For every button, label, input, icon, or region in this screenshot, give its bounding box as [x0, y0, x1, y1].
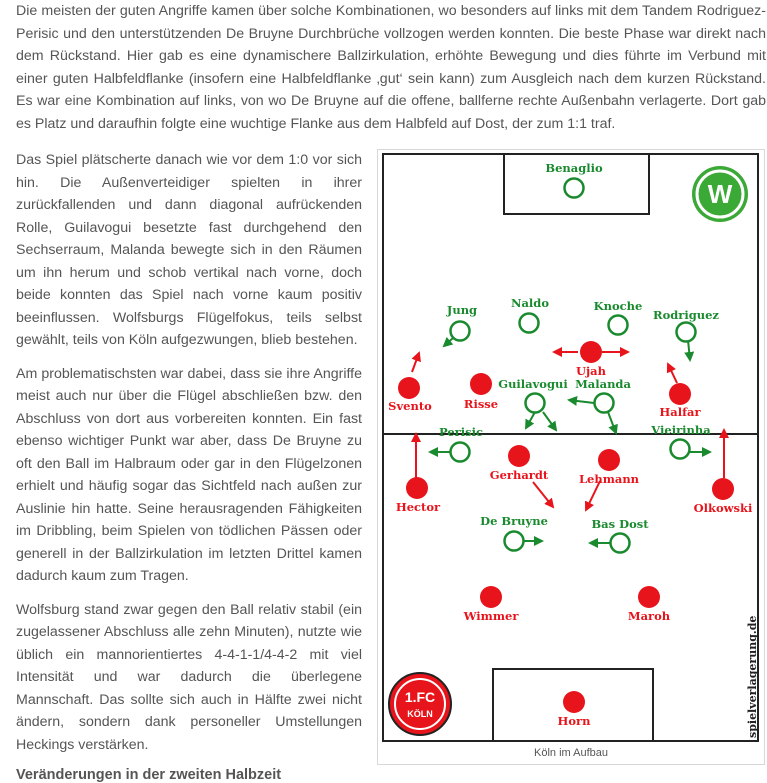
arrow-halfar: [668, 364, 677, 383]
player-hector: [396, 477, 441, 514]
paragraph-2: Am problematischsten war dabei, dass sie ihre Angriffe meist auch nur über die Flügel abschließen bzw. den Abschluss von dort aus vorbereiten konnten. Ein fast ebenso wichtiger Punkt war aber, dass De Bruyne zu oft den Ball im Halbraum oder gar in den Flügelzonen erhielt und häufig sogar das Sichtfeld nach außen zur Auslinie hin hatte. Seine herausragenden Fähigkeiten im Dribbling, beim Spielen von tödlichen Pässen oder generell in der Ballzirkulation im letzten Drittel kamen dadurch kaum zum Tragen.: [16, 365, 362, 584]
tactics-figure: [377, 149, 765, 765]
svg-text:Maroh: Maroh: [627, 609, 671, 623]
svg-text:Benaglio: Benaglio: [545, 161, 603, 175]
svg-text:Rodriguez: Rodriguez: [653, 308, 719, 322]
player-naldo: [511, 296, 549, 333]
arrow-guilavogui-1: [526, 412, 535, 428]
paragraph-1: Das Spiel plätscherte danach wie vor dem 1:0 vor sich hin. Die Außenverteidiger spielten in ihrer zurückfallenden und dann diagonal aufrückenden Rolle, Guilavogui besetzte fast durchgehend den Sechserraum, Malanda bewegte sich in den Räumen um ihn herum und schob vertikal nach vorne, doch beide konnten das Spiel nach vorne kaum positiv beeinflussen. Wolfsburgs Flügelfokus, teils selbst gewählt, teils von Köln aufgezwungen, blieb bestehen.: [16, 152, 362, 348]
figure-caption: Köln im Aufbau: [534, 747, 608, 759]
arrow-gerhardt: [533, 482, 553, 507]
arrow-malanda-2: [608, 412, 616, 433]
player-horn: [558, 691, 592, 728]
svg-text:Naldo: Naldo: [510, 296, 550, 310]
player-bas-dost: [591, 517, 649, 553]
player-rodriguez: [653, 308, 719, 342]
pitch-lines: [383, 154, 758, 741]
intro-paragraph: Die meisten der guten Angriffe kamen über solche Kombinationen, wo besonders auf links mit dem Tandem Rodriguez-Perisic und den unterstützenden De Bruyne Durchbrüche vollzogen werden konnten. Die beste Phase war direkt nach dem Rückstand. Hier gab es eine dynamischere Ballzirkulation, erhöhte Bewegung und dies führte im Verbund mit einer guten Halbfeldflanke (insofern eine Halbfeldflanke ‚gut‘ sein kann) zum Ausgleich nach dem kurzen Rückstand. Es war eine Kombination auf links, von wo De Bruyne auf die offene, ballferne rechte Außenbahn verlagerte. Dort gab es Platz und daraufhin folgte eine wuchtige Flanke aus dem Halbfeld auf Dost, der zum 1:1 traf.: [16, 3, 766, 132]
player-ujah: [576, 341, 607, 378]
arrow-rodriguez: [688, 340, 690, 360]
player-knoche: [594, 299, 643, 335]
koeln-logo: [389, 673, 451, 735]
svg-text:Svento: Svento: [388, 399, 432, 413]
svg-text:Wimmer: Wimmer: [463, 609, 519, 623]
player-malanda: [575, 377, 631, 413]
player-vieirinha: [650, 423, 711, 459]
wolfsburg-players: [439, 161, 719, 553]
svg-text:Knoche: Knoche: [593, 299, 643, 313]
svg-text:Hector: Hector: [395, 500, 441, 514]
svg-text:Halfar: Halfar: [659, 405, 701, 419]
svg-text:Vieirinha: Vieirinha: [651, 423, 711, 437]
koeln-logo-text-top: 1.FC: [404, 689, 436, 705]
svg-text:Ujah: Ujah: [575, 364, 607, 378]
arrow-svento: [412, 353, 419, 372]
player-guilavogui: [498, 377, 568, 413]
svg-text:Lehmann: Lehmann: [578, 472, 640, 486]
player-perisic: [439, 425, 483, 462]
article-column: [16, 149, 362, 783]
arrow-guilavogui-2: [543, 412, 556, 430]
svg-text:Horn: Horn: [557, 714, 591, 728]
player-gerhardt: [490, 445, 549, 482]
player-olkowski: [694, 478, 753, 515]
player-lehmann: [579, 449, 640, 486]
arrow-malanda-1: [569, 400, 594, 403]
svg-text:Bas Dost: Bas Dost: [591, 517, 649, 531]
svg-text:De Bruyne: De Bruyne: [480, 514, 548, 528]
player-benaglio: [545, 161, 603, 198]
player-de-bruyne: [480, 514, 548, 551]
koeln-logo-text-bottom: KÖLN: [407, 709, 433, 719]
arrow-jung: [444, 338, 453, 346]
svg-text:Malanda: Malanda: [575, 377, 631, 391]
tactics-board: [378, 150, 764, 764]
svg-text:Guilavogui: Guilavogui: [498, 377, 568, 391]
svg-text:Gerhardt: Gerhardt: [489, 468, 549, 482]
svg-text:Olkowski: Olkowski: [693, 501, 753, 515]
player-risse: [464, 373, 498, 411]
section-heading: Veränderungen in der zweiten Halbzeit: [16, 767, 282, 783]
svg-text:Jung: Jung: [446, 303, 478, 317]
wolfsburg-logo-letter: W: [707, 179, 733, 209]
player-wimmer: [463, 586, 520, 623]
player-svento: [388, 377, 432, 413]
player-halfar: [659, 383, 701, 419]
watermark: spielverlagerung.de: [746, 615, 759, 738]
svg-text:Perisic: Perisic: [439, 425, 483, 439]
player-jung: [446, 303, 477, 341]
player-maroh: [628, 586, 671, 623]
paragraph-3: Wolfsburg stand zwar gegen den Ball relativ stabil (ein zugelassener Abschluss alle zehn Minuten), nutzte wie üblich ein mannorientiertes 4-4-1-1/4-4-2 mit viel Intensität und war dadurch die überlegene Mannschaft. Das sollte sich auch in Hälfte zwei nicht ändern, sondern dank personeller Umstellungen Heckings verstärken.: [16, 601, 362, 753]
wolfsburg-logo: [692, 166, 748, 222]
svg-text:Risse: Risse: [463, 397, 499, 411]
